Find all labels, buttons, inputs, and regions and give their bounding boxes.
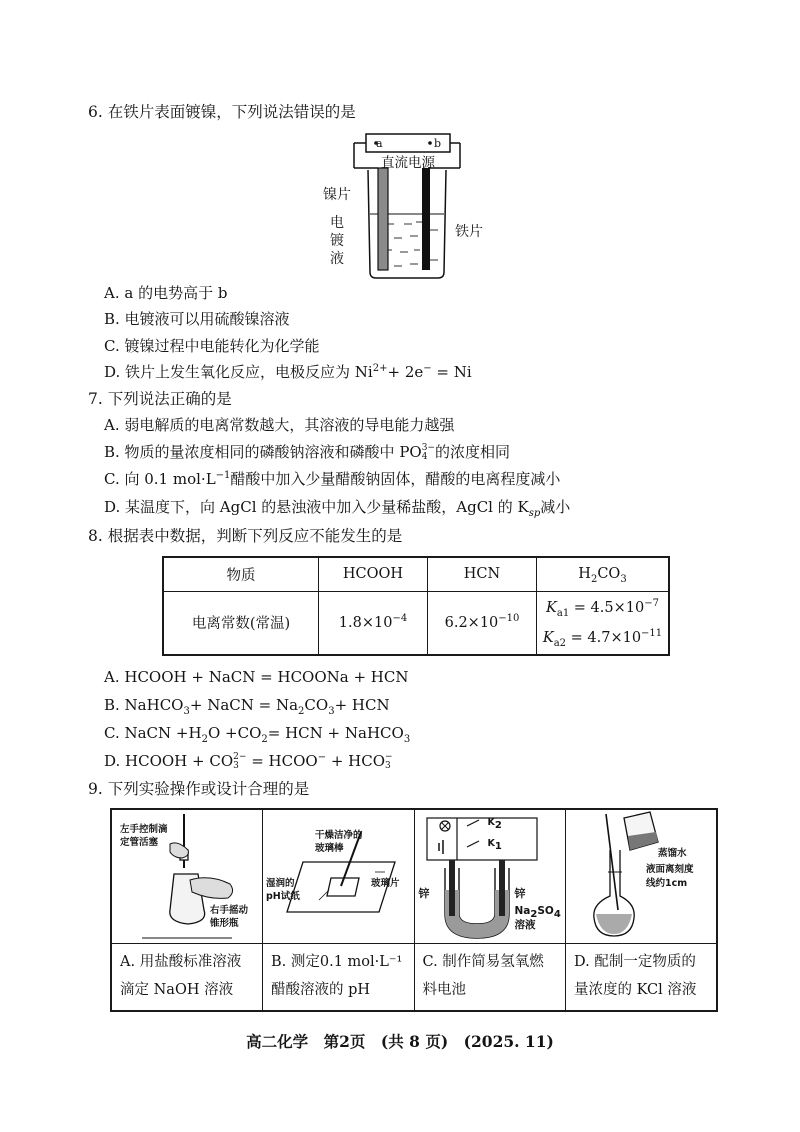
q7-option-b: B. 物质的量浓度相同的磷酸钠溶液和磷酸中 PO 3− 4 的浓度相同 (104, 443, 511, 462)
figure-a-titration (111, 809, 263, 944)
terminal-b: b (434, 137, 442, 150)
prep-label-3: 线约1cm (646, 878, 688, 889)
nickel-label: 镍片 (323, 187, 351, 203)
q8-option-c: C. NaCN $+H_2O +CO_2=$ HCN + NaHCO$_3$ (104, 724, 411, 745)
ionization-constant-table (162, 556, 670, 656)
titration-label-1: 左手控制滴 (120, 824, 168, 835)
value-hcn: $6.2\times 10^{-10}$ (428, 591, 537, 655)
q9-stem: 9. 下列实验操作或设计合理的是 (88, 780, 310, 798)
q8-option-a: A. HCOOH + NaCN = HCOONa + HCN (104, 668, 409, 686)
ph-label-4: pH试纸 (266, 891, 300, 902)
q7-option-d: D. 某温度下，向 AgCl 的悬浊液中加入少量稀盐酸，AgCl 的 $K_{sp}$减小 (104, 498, 571, 519)
caption-d: D. 配制一定物质的量浓度的 KCl 溶液 (566, 944, 718, 1012)
fuel-cell-drawing (415, 810, 565, 943)
value-h2co3: $K_{a1} = 4.5\times 10^{-7}$ $K_{a2} = 4.7\times 10^{-11}$ (537, 591, 670, 655)
electroplating-diagram (318, 132, 518, 282)
ph-label-2: 玻璃棒 (315, 843, 344, 854)
q6-option-d: D. 铁片上发生氧化反应，电极反应为 $Ni^{2+}+ 2e^- = Ni$ (104, 363, 472, 381)
ph-label-3: 湿润的 (266, 878, 295, 889)
solution-label-2: 镀 (330, 233, 344, 249)
k2-label: $K_2$ (487, 817, 502, 831)
titration-label-3: 右手摇动 (210, 905, 249, 916)
figure-c-fuel-cell (414, 809, 566, 944)
q6-option-c: C. 镀镍过程中电能转化为化学能 (104, 337, 320, 355)
prep-label-2: 液面离刻度 (646, 864, 694, 875)
q8-option-d: D. HCOOH + CO 2− 3 = HCOO− + HCO − 3 (104, 752, 393, 771)
solution-prep-drawing (566, 810, 716, 943)
value-hcooh: $1.8\times 10^{-4}$ (319, 591, 428, 655)
header-hcn: HCN (428, 557, 537, 591)
figure-d-solution-prep (566, 809, 718, 944)
terminal-a: a (376, 137, 383, 150)
ph-label-1: 干燥洁净的 (315, 830, 363, 841)
caption-b: B. 测定0.1 mol·L⁻¹ 醋酸溶液的 pH (263, 944, 415, 1012)
caption-c: C. 制作简易氢氧燃料电池 (414, 944, 566, 1012)
power-label: 直流电源 (381, 155, 435, 171)
ph-label-5: 玻璃片 (371, 878, 400, 889)
figure-b-ph-test (263, 809, 415, 944)
q7-option-a: A. 弱电解质的电离常数越大，其溶液的导电能力越强 (104, 416, 455, 434)
page-footer: 高二化学 第2页 (共 8 页) (2025. 11) (246, 1032, 554, 1051)
zinc-label-left: 锌 (418, 887, 430, 900)
q8-stem: 8. 根据表中数据，判断下列反应不能发生的是 (88, 527, 403, 545)
iron-label: 铁片 (455, 224, 483, 240)
q6-stem: 6. 在铁片表面镀镍，下列说法错误的是 (88, 103, 356, 121)
prep-label-1: 蒸馏水 (658, 848, 687, 859)
caption-a: A. 用盐酸标准溶液滴定 NaOH 溶液 (111, 944, 263, 1012)
header-h2co3: $H_2CO_3$ (537, 557, 670, 591)
q6-option-b: B. 电镀液可以用硫酸镍溶液 (104, 310, 290, 328)
k1-label: $K_1$ (487, 838, 502, 852)
q7-stem: 7. 下列说法正确的是 (88, 390, 232, 408)
experiment-table (110, 808, 718, 1012)
na2so4-label: $Na_2SO_4$ (514, 905, 561, 921)
titration-label-4: 锥形瓶 (210, 918, 239, 929)
header-hcooh: HCOOH (319, 557, 428, 591)
solution-label: 溶液 (514, 919, 536, 931)
zinc-label-right: 锌 (514, 887, 526, 900)
titration-label-2: 定管活塞 (120, 837, 159, 848)
q7-option-c: C. 向 0.1 $mol\cdot L^{-1}$醋酸中加入少量醋酸钠固体，醋酸的电离程度减小 (104, 470, 561, 488)
solution-label-3: 液 (330, 251, 344, 267)
header-substance: 物质 (163, 557, 319, 591)
q6-option-a: A. a 的电势高于 b (104, 284, 228, 302)
row-label: 电离常数(常温) (163, 591, 319, 655)
solution-label-1: 电 (330, 215, 344, 231)
q8-option-b: B. NaHCO$_3$+ NaCN = $Na_2CO_3+$ HCN (104, 696, 390, 717)
